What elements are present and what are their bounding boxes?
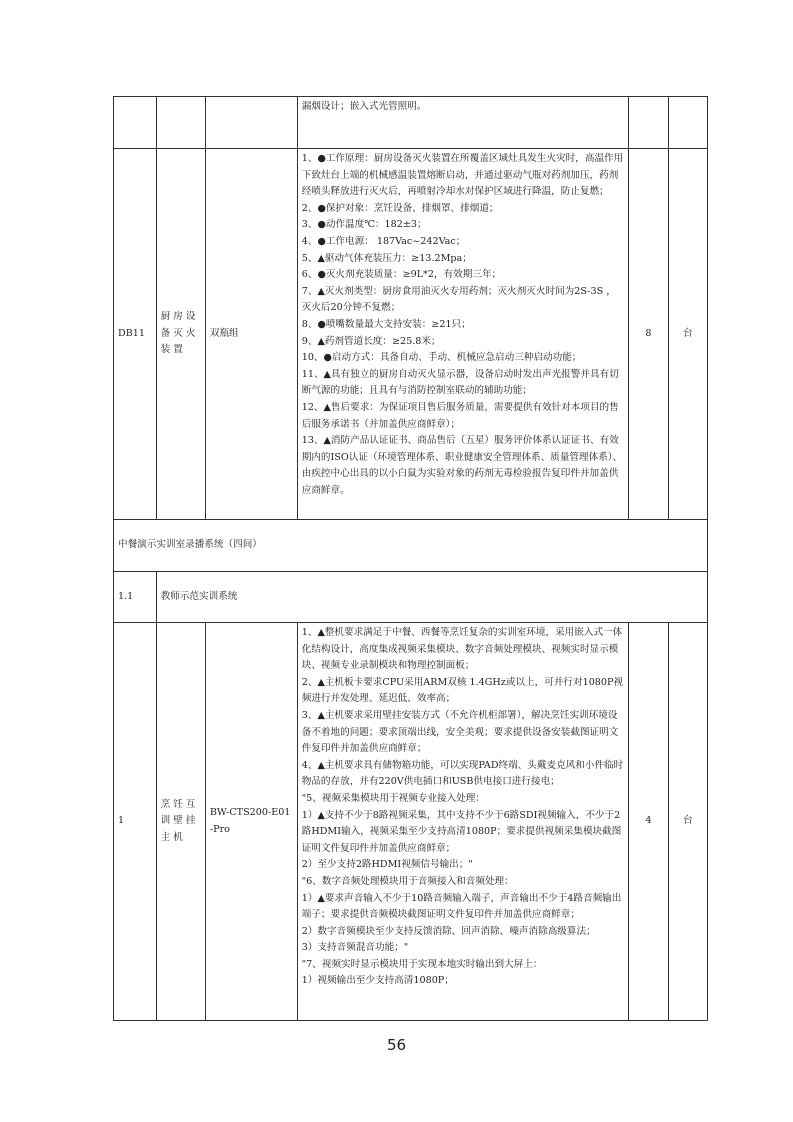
cell-id: 1 [114, 623, 157, 1021]
requirement-line: 6、●灭火剂充装质量：≥9L*2，有效期三年； [301, 269, 502, 281]
section-header-row [114, 520, 708, 572]
requirement-line: 3、●动作温度℃：182±3； [301, 219, 427, 231]
cell-model: 双瓶组 [205, 149, 297, 520]
requirement-line: 1）视频输出至少支持高清1080P； [301, 975, 454, 987]
subsection-id: 1.1 [114, 572, 157, 623]
requirement-line: 13、▲消防产品认证证书、商品售后（五星）服务评价体系认证证书、有效期内的ISO认证（环境管理体系、职业健康安全管理体系、质量管理体系）、由疾控中心出具的以小白鼠为实验对象的药剂无毒检验报告复印件并加盖供应商鲜章。 [301, 435, 623, 496]
requirement-line: 10、●启动方式：具备自动、手动、机械应急启动三种启动功能； [301, 352, 582, 364]
requirement-line: 4、●工作电源： 187Vac~242Vac； [301, 235, 466, 247]
page-number: 56 [386, 1036, 407, 1054]
requirement-line: 2）数字音频模块至少支持反馈消除、回声消除、噪声消除高级算法； [301, 925, 596, 937]
requirement-line: 1）▲要求声音输入不少于10路音频输入端子，声音输出不少于4路音频输出端子；要求提供音频模块截图证明文件复印件并加盖供应商鲜章； [301, 892, 622, 921]
section-header: 中餐演示实训室录播系统（四间） [114, 520, 708, 572]
cell-name [156, 97, 205, 149]
requirement-line: 8、●喷嘴数量最大支持安装：≥21只； [301, 318, 471, 330]
cell-unit: 台 [668, 149, 707, 520]
subsection-row [114, 572, 708, 623]
cell-id [114, 97, 157, 149]
cell-id: DB11 [114, 149, 157, 520]
cell-model: BW-CTS200-E01-Pro [205, 623, 297, 1021]
requirement-line: 漏烟设计；嵌入式光管照明。 [301, 101, 427, 112]
table-row-continued [114, 97, 708, 149]
requirement-line: 3）支持音频混音功能；" [301, 942, 409, 954]
requirement-line: "7、视频实时显示模块用于实现本地实时输出到大屏上： [301, 958, 543, 970]
cell-model [205, 97, 297, 149]
subsection-title: 教师示范实训系统 [156, 572, 707, 623]
requirement-line: 2、▲主机板卡要求CPU采用ARM双核 1.4GHz或以上，可并行对1080P视频进行并发处理、延迟低、效率高； [301, 676, 624, 705]
cell-quantity: 8 [629, 149, 668, 520]
cell-name: 烹饪互训壁挂主机 [156, 623, 205, 1021]
requirement-line: 3、▲主机要求采用壁挂安装方式（不允许机柜部署），解决烹饪实训环境设备不着地的问题；要求顶端出线，安全美观；要求提供设备安装截图证明文件复印件并加盖供应商鲜章； [301, 709, 619, 755]
cell-quantity [629, 97, 668, 149]
cell-name: 厨房设备灭火装置 [156, 149, 205, 520]
requirement-line: 7、▲灭火剂类型：厨房食用油灭火专用药剂；灭火剂灭火时间为2S-3S ，灭火后20分钟不复燃； [301, 285, 616, 314]
requirement-line: 11、▲具有独立的厨房自动灭火显示器，设备启动时发出声光报警并具有切断气源的功能；且具有与消防控制室联动的辅助功能； [301, 368, 619, 397]
requirement-line: 2、●保护对象：烹饪设备、排烟罩、排烟道； [301, 202, 499, 214]
cell-requirements [297, 623, 628, 1021]
cell-requirements [297, 97, 628, 149]
requirement-line: 1）▲支持不少于8路视频采集，其中支持不少于6路SDI视频输入，不少于2路HDMI输入，视频采集至少支持高清1080P；要求提供视频采集模块截图证明文件复印件并加盖供应商鲜章； [301, 809, 622, 854]
requirement-line: 1、▲整机要求满足于中餐、西餐等烹饪复杂的实训室环境，采用嵌入式一体化结构设计，高度集成视频采集模块、数字音频处理模块、视频实时显示模块、视频专业录制模块和物理控制面板； [301, 627, 623, 672]
requirement-line: 5、▲驱动气体充装压力：≥13.2Mpa； [301, 252, 472, 264]
requirement-line: 9、▲药剂管道长度：≥25.8米； [301, 335, 441, 347]
table-row-db11 [114, 149, 708, 520]
specification-table [113, 96, 708, 1021]
requirement-line: 12、▲售后要求：为保证项目售后服务质量，需要提供有效针对本项目的售后服务承诺书（并加盖供应商鲜章）； [301, 401, 619, 430]
cell-requirements [297, 149, 628, 520]
cell-quantity: 4 [629, 623, 668, 1021]
requirement-line: 2）至少支持2路HDMI视频信号输出；" [301, 859, 473, 871]
cell-unit [668, 97, 707, 149]
table-row-1 [114, 623, 708, 1021]
requirement-line: "5、视频采集模块用于视频专业接入处理： [301, 792, 485, 804]
requirement-line: 4、▲主机要求具有储物箱功能，可以实现PAD终端、头戴麦克风和小件临时物品的存放，并有220V供电插口和USB供电接口进行接电； [301, 759, 624, 788]
requirement-line: 1、●工作原理：厨房设备灭火装置在所覆盖区域灶具发生火灾时，高温作用下致灶台上端的机械感温装置熔断启动，并通过驱动气瓶对药剂加压，药剂经喷头释放进行灭火后，再喷射冷却水对保护区域进行降温，防止复燃； [301, 153, 624, 198]
cell-unit: 台 [668, 623, 707, 1021]
requirement-line: "6、数字音频处理模块用于音频接入和音频处理： [301, 875, 514, 887]
